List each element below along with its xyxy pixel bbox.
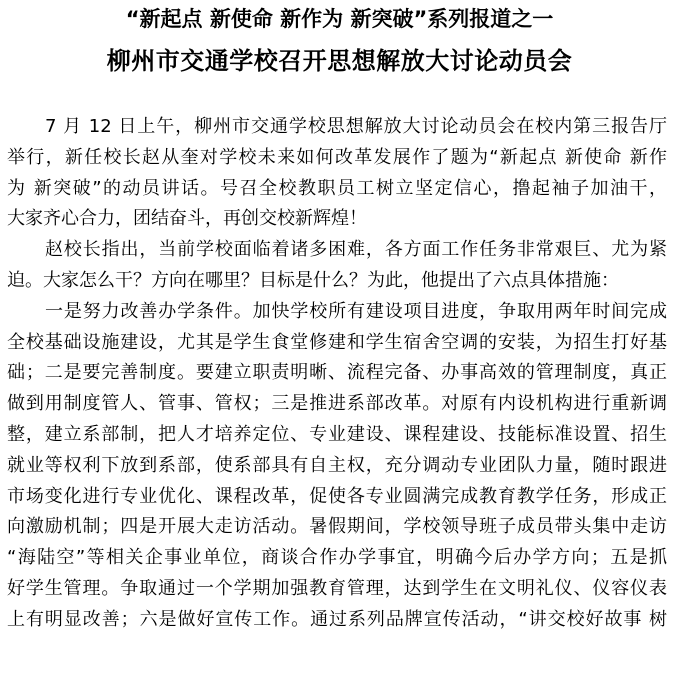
article-line: 7 月 12 日上午，柳州市交通学校思想解放大讨论动员会在校内第三报告厅	[45, 116, 667, 137]
article-line: 做到用制度管人、管事、管权；三是推进系部改革。对原有内设机构进行重新调	[7, 393, 667, 415]
page-title: 柳州市交通学校召开思想解放大讨论动员会	[106, 47, 573, 75]
article-line: 全校基础设施建设，尤其是学生食堂修建和学生宿舍空调的安装，为招生打好基	[7, 331, 667, 353]
article-line: 好学生管理。争取通过一个学期加强教育管理，达到学生在文明礼仪、仪容仪表	[7, 577, 667, 599]
article-line: 赵校长指出，当前学校面临着诸多困难，各方面工作任务非常艰巨、尤为紧	[45, 239, 667, 261]
article-line: 向激励机制；四是开展大走访活动。暑假期间，学校领导班子成员带头集中走访	[7, 516, 667, 538]
article-line: 一是努力改善办学条件。加快学校所有建设项目进度，争取用两年时间完成	[45, 300, 667, 322]
article-line: 就业等权利下放到系部，使系部具有自主权，充分调动专业团队力量，随时跟进	[7, 454, 667, 476]
article-line: 上有明显改善；六是做好宣传工作。通过系列品牌宣传活动，“讲交校好故事 树	[7, 608, 667, 630]
article-line: 大家齐心合力，团结奋斗，再创交校新辉煌！	[7, 208, 367, 230]
series-title: “新起点 新使命 新作为 新突破”系列报道之一	[125, 7, 554, 31]
article-line: “海陆空”等相关企事业单位，商谈合作办学事宜，明确今后办学方向；五是抓	[7, 547, 667, 569]
article-line: 迫。大家怎么干？方向在哪里？目标是什么？为此，他提出了六点具体措施：	[7, 269, 619, 291]
article-body	[7, 112, 667, 636]
article-line: 市场变化进行专业优化、课程改革，促使各专业圆满完成教育教学任务，形成正	[7, 485, 667, 507]
article-line: 础；二是要完善制度。要建立职责明晰、流程完备、办事高效的管理制度，真正	[7, 362, 667, 384]
article-line: 整，建立系部制，把人才培养定位、专业建设、课程建设、技能标准设置、招生	[7, 423, 667, 445]
article-line: 为 新突破”的动员讲话。号召全校教职员工树立坚定信心，撸起袖子加油干，	[7, 177, 667, 199]
article-line: 举行，新任校长赵从奎对学校未来如何改革发展作了题为“新起点 新使命 新作	[7, 146, 667, 168]
